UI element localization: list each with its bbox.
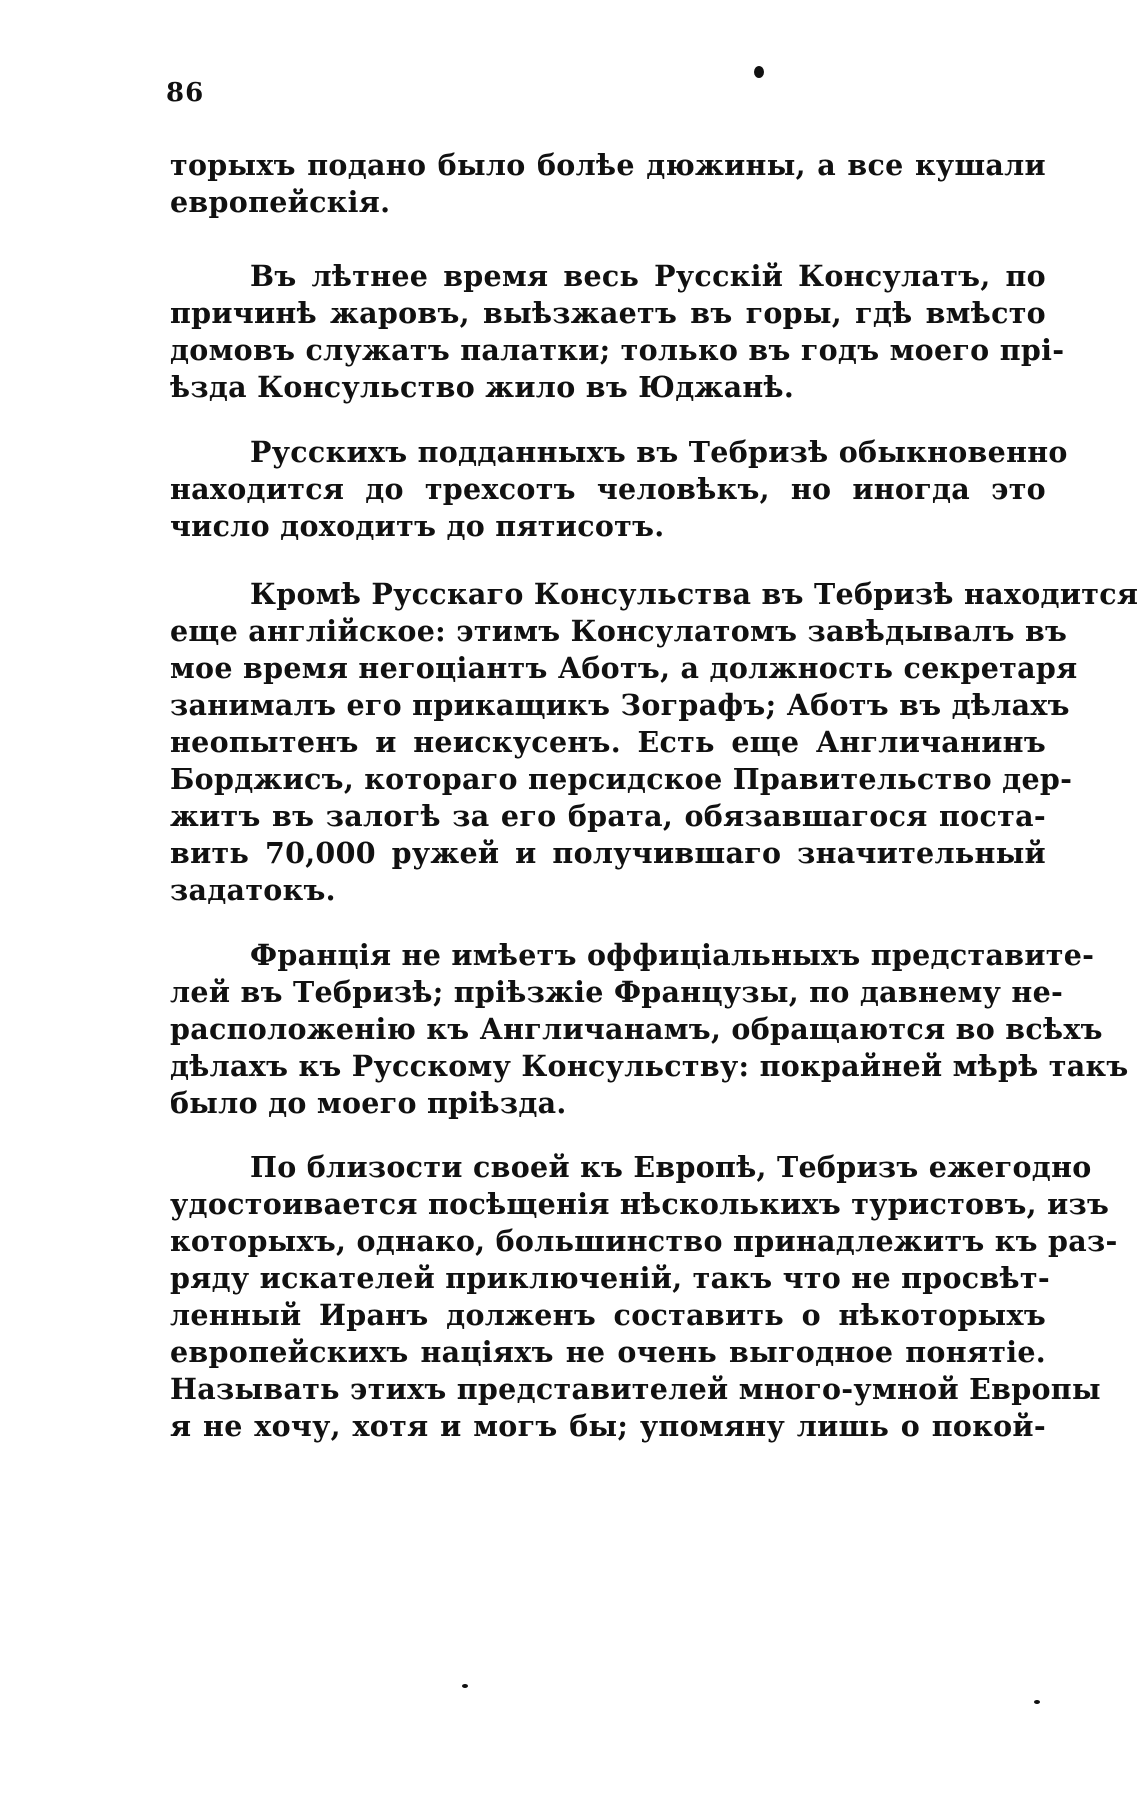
- text-line: я не хочу, хотя и могъ бы; упомяну лишь о покой-: [170, 1409, 1046, 1443]
- text-line: задатокъ.: [170, 873, 336, 907]
- page-number: 86: [166, 78, 205, 108]
- text-line: дѣлахъ къ Русскому Консульству: покрайней мѣрѣ такъ: [170, 1049, 1129, 1083]
- text-line: было до моего пріѣзда.: [170, 1086, 567, 1120]
- text-line: находится до трехсотъ человѣкъ, но иногда это: [170, 472, 1046, 506]
- text-line: число доходитъ до пятисотъ.: [170, 509, 665, 543]
- text-line: расположенію къ Англичанамъ, обращаются во всѣхъ: [170, 1012, 1103, 1046]
- text-line: Русскихъ подданныхъ въ Тебризѣ обыкновенно: [250, 435, 1068, 469]
- text-line: еще англійское: этимъ Консулатомъ завѣдывалъ въ: [170, 614, 1068, 648]
- text-line: европейскія.: [170, 185, 391, 219]
- ink-speck: [1034, 1700, 1040, 1704]
- text-line: Кромѣ Русскаго Консульства въ Тебризѣ находится: [250, 577, 1139, 611]
- text-line: Борджисъ, котораго персидское Правительство дер-: [170, 762, 1073, 796]
- ink-speck: [462, 1684, 468, 1688]
- text-line: Въ лѣтнее время весь Русскій Консулатъ, по: [250, 259, 1046, 293]
- paragraph-3: [170, 434, 1068, 545]
- text-line: вить 70,000 ружей и получившаго значительный: [170, 836, 1046, 870]
- text-line: ѣзда Консульство жило въ Юджанѣ.: [170, 370, 795, 404]
- text-line: удостоивается посѣщенія нѣсколькихъ туристовъ, изъ: [170, 1187, 1110, 1221]
- text-line: Называть этихъ представителей много-умной Европы: [170, 1372, 1101, 1406]
- text-line: торыхъ подано было болѣе дюжины, а все кушали: [170, 148, 1046, 182]
- text-line: домовъ служатъ палатки; только въ годъ моего прі-: [170, 333, 1065, 367]
- text-line: Франція не имѣетъ оффиціальныхъ представите-: [250, 938, 1095, 972]
- paragraph-6: [170, 1149, 1118, 1445]
- text-line: неопытенъ и неискусенъ. Есть еще Англичанинъ: [170, 725, 1046, 759]
- text-line: мое время негоціантъ Аботъ, а должность секретаря: [170, 651, 1078, 685]
- text-line: которыхъ, однако, большинство принадлежитъ къ раз-: [170, 1224, 1118, 1258]
- text-line: причинѣ жаровъ, выѣзжаетъ въ горы, гдѣ вмѣсто: [170, 296, 1046, 330]
- paragraph-2: [170, 258, 1065, 406]
- text-line: лей въ Тебризѣ; пріѣзжіе Французы, по давнему не-: [170, 975, 1064, 1009]
- text-line: занималъ его прикащикъ Зографъ; Аботъ въ дѣлахъ: [170, 688, 1070, 722]
- text-line: ряду искателей приключеній, такъ что не просвѣт-: [170, 1261, 1050, 1295]
- paragraph-4: [170, 576, 1139, 909]
- ink-speck: [754, 66, 764, 78]
- paragraph-5: [170, 937, 1129, 1122]
- paragraph-1: [170, 147, 1046, 221]
- text-line: европейскихъ націяхъ не очень выгодное понятіе.: [170, 1335, 1046, 1369]
- text-line: житъ въ залогѣ за его брата, обязавшагося поста-: [170, 799, 1046, 833]
- text-line: ленный Иранъ долженъ составить о нѣкоторыхъ: [170, 1298, 1046, 1332]
- text-line: По близости своей къ Европѣ, Тебризъ ежегодно: [250, 1150, 1092, 1184]
